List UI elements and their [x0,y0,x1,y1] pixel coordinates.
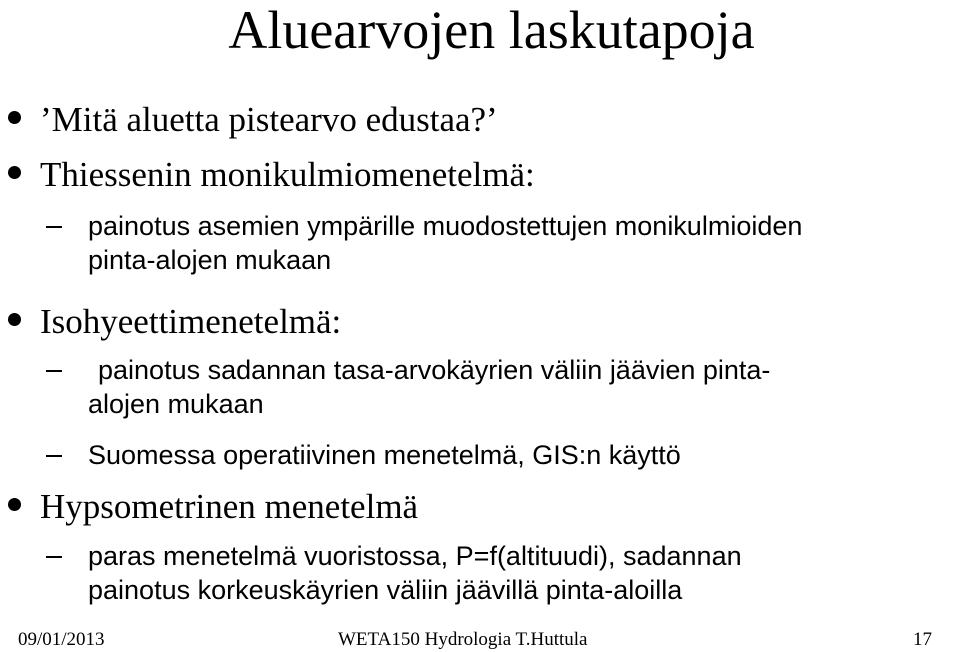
slide-title-text: Aluearvojen laskutapoja [228,0,755,60]
sub-text: paras menetelmä vuoristossa, P=f(altituudi), sadannan painotus korkeuskäyrien väliin jäävillä pinta-aloilla [88,541,742,605]
bullet-marker [8,111,21,124]
dash-marker [46,556,62,558]
slide-title [0,0,959,60]
bullet-text: Hypsometrinen menetelmä [40,487,419,526]
bullet-text: Isohyeettimenetelmä: [40,302,342,341]
footer-page-number: 17 [913,629,932,650]
footer-course: WETA150 Hydrologia T.Huttula [338,629,588,650]
bullet-marker [8,166,21,179]
sub-text: painotus asemien ympärille muodostettujen monikulmioiden pinta-alojen mukaan [88,211,803,275]
bullet-text: ’Mitä aluetta pistearvo edustaa?’ [40,100,498,139]
sub-text: Suomessa operatiivinen menetelmä, GIS:n käyttö [88,440,681,470]
dash-marker [46,455,62,457]
footer-date: 09/01/2013 [18,629,105,650]
sub-text: painotus sadannan tasa-arvokäyrien väliin jäävien pinta- alojen mukaan [88,355,771,419]
dash-marker [46,226,62,228]
bullet-text: Thiessenin monikulmiomenetelmä: [40,155,535,194]
bullet-marker [8,313,21,326]
bullet-marker [8,498,21,511]
dash-marker [46,370,62,372]
